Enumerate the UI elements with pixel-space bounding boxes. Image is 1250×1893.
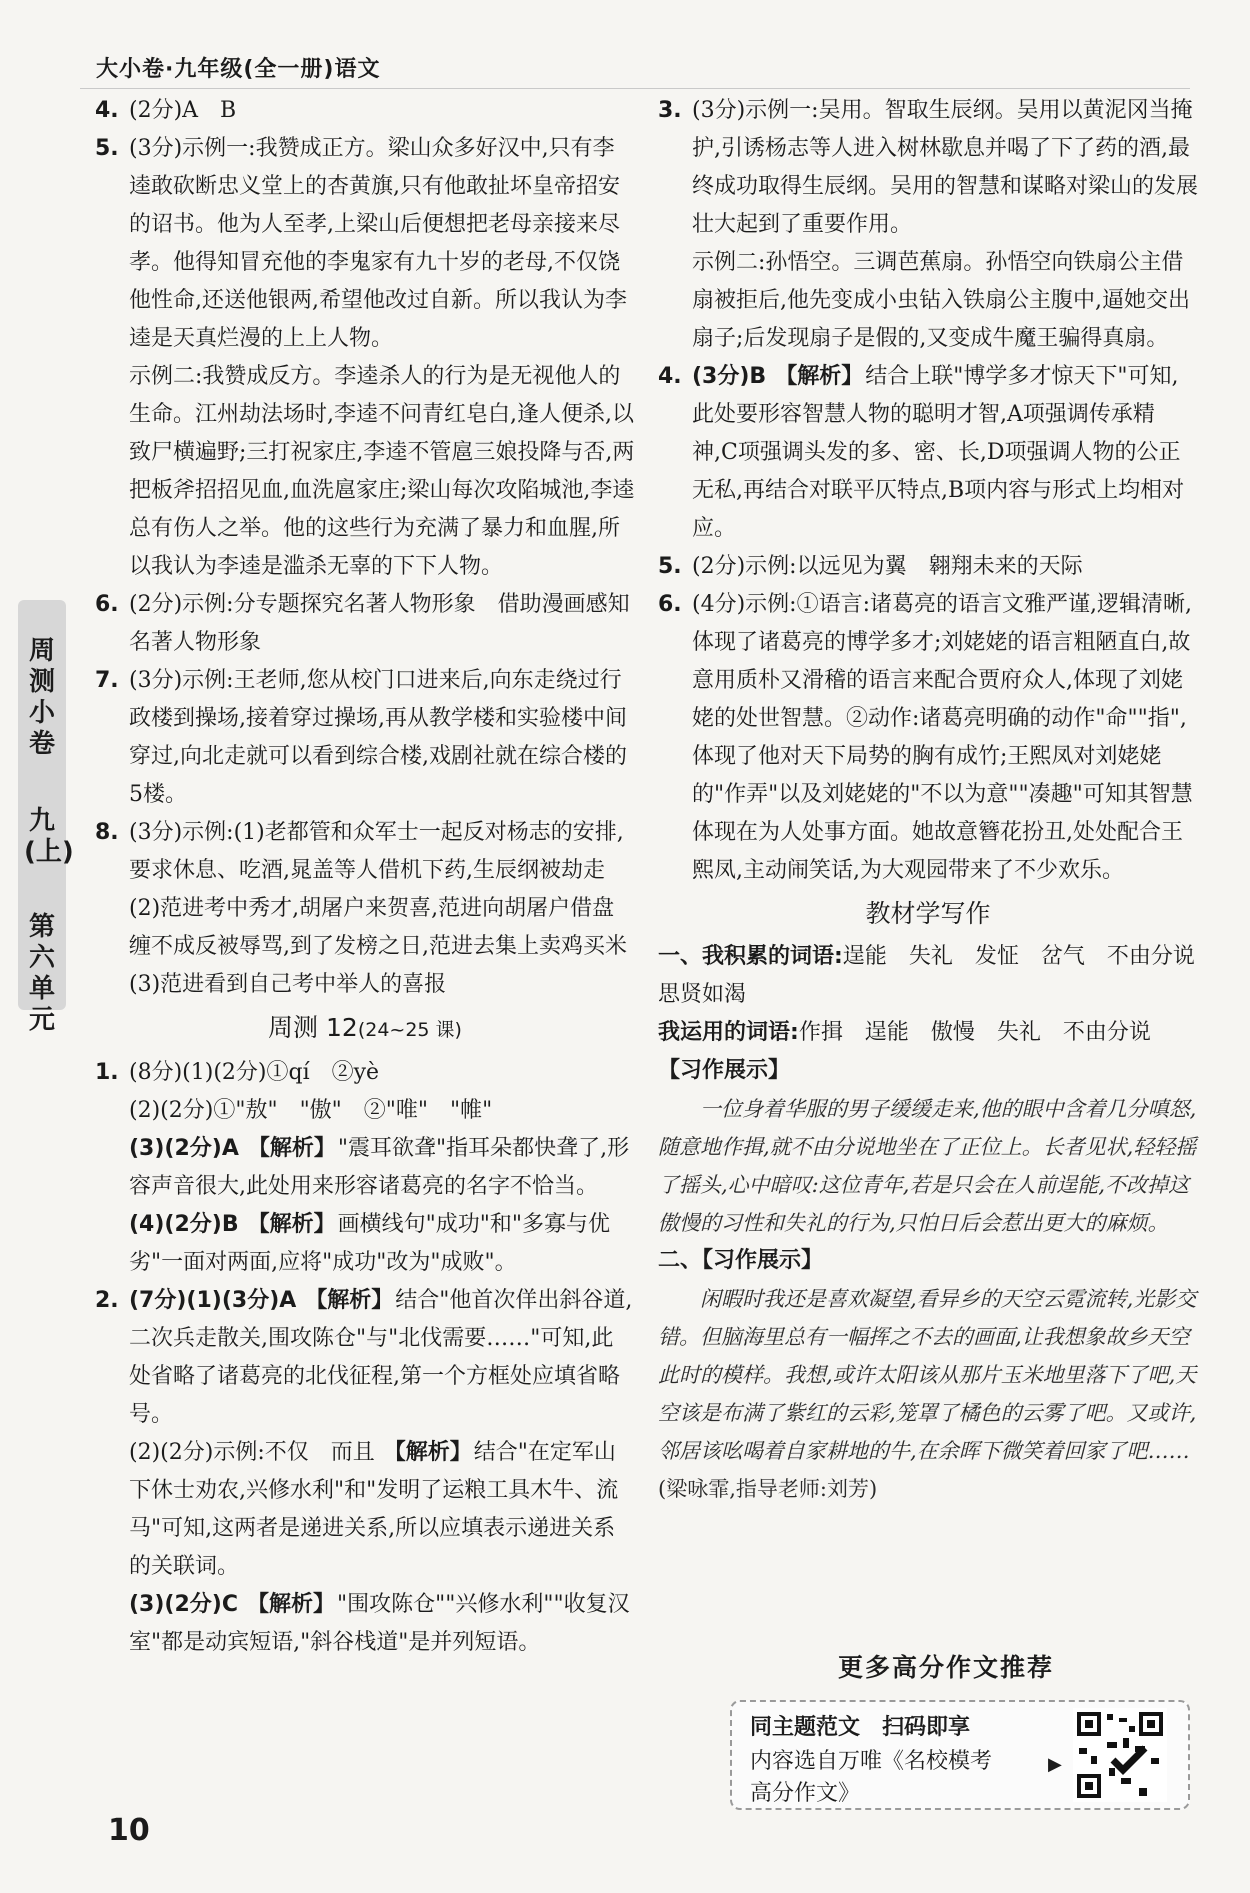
writing-section-title: 教材学写作: [865, 899, 991, 928]
answer-choice: (7分)(1)(3分)A: [129, 1288, 297, 1313]
answer-text: 示例二:我赞成反方。李逵杀人的行为是无视他人的生命。江州劫法场时,李逵不问青红皂白,逢人便杀,以致尸横遍野;三打祝家庄,李逵不管扈三娘投降与否,两把板斧招招见血,血洗扈家庄;梁山每次攻陷城池,李逵总有伤人之举。他的这些行为充满了暴力和血腥,所以我认为李逵是滥杀无辜的下下人物。: [129, 364, 635, 579]
showcase-label: 二、【习作展示】: [658, 1248, 824, 1273]
answer-item: [95, 130, 635, 586]
promo-line: 高分作文》: [750, 1781, 861, 1806]
showcase-label: 【习作展示】: [658, 1058, 791, 1083]
answer-item: [658, 358, 1198, 548]
word-bank: [658, 938, 1217, 1014]
item-number: 5.: [658, 554, 682, 579]
promo-title: 更多高分作文推荐: [838, 1653, 1055, 1682]
answer-item: [658, 548, 1198, 586]
section-heading-main: 周测 12: [268, 1013, 358, 1042]
play-arrow-icon: ▶: [1048, 1754, 1062, 1775]
analysis-tag: 【解析】: [775, 364, 864, 389]
used-words: [658, 1014, 1198, 1052]
word-bank-label: 一、我积累的词语:: [658, 944, 843, 969]
analysis-tag: 【解析】: [246, 1592, 335, 1617]
essay-excerpt: [658, 1280, 1198, 1508]
section-heading: [95, 1006, 635, 1052]
answer-item: [95, 662, 635, 814]
running-header: 大小卷·九年级(全一册)语文: [96, 57, 381, 82]
essay-excerpt: 一位身着华服的男子缓缓走来,他的眼中含着几分嗔怒,随意地作揖,就不由分说地坐在了正位上。长者见状,轻轻摇了摇头,心中暗叹:这位青年,若是只会在人前逞能,不改掉这傲慢的习性和失礼的行为,只怕日后会惹出更大的麻烦。: [658, 1097, 1197, 1235]
side-tab-label: 周测小卷: [28, 636, 55, 759]
promo-box: [730, 1653, 1190, 1810]
answer-text: [129, 1434, 635, 1586]
analysis-text: 结合"在定军山下休士劝农,兴修水利"和"发明了运粮工具木牛、流马"可知,这两者是递进关系,所以应填表示递进关系的关联词。: [129, 1440, 619, 1579]
item-number: 4.: [658, 364, 682, 389]
answer-text: [129, 1130, 635, 1206]
answer-choice: (3)(2分)C: [129, 1592, 238, 1617]
answer-item: [95, 586, 635, 662]
answer-item: [95, 92, 635, 130]
item-number: 3.: [658, 98, 682, 123]
analysis-tag: 【解析】: [247, 1212, 336, 1237]
answer-text: (3分)示例:(1)老都管和众军士一起反对杨志的安排,要求休息、吃酒,晁盖等人借机下药,生辰纲被劫走 (2)范进考中秀才,胡屠户来贺喜,范进向胡屠户借盘缠不成反被辱骂,到了发榜之日,范进去集上卖鸡买米 (3)范进看到自己考中举人的喜报: [129, 820, 650, 997]
analysis-tag: 【解析】: [383, 1440, 472, 1465]
analysis-text: 结合"他首次佯出斜谷道,二次兵走散关,围攻陈仓"与"北伐需要……"可知,此处省略了诸葛亮的北伐征程,第一个方框处应填省略号。: [129, 1288, 633, 1427]
answer-item: [95, 814, 650, 1004]
answer-text: (2分)A B: [129, 98, 237, 123]
item-number: 4.: [95, 98, 119, 123]
item-number: 6.: [658, 592, 682, 617]
side-tab-grade: 九(上): [24, 806, 74, 867]
analysis-text: "围攻陈仓""兴修水利""收复汉室"都是动宾短语,"斜谷栈道"是并列短语。: [129, 1592, 630, 1655]
qr-code-icon[interactable]: [1073, 1708, 1167, 1802]
left-column: [95, 92, 650, 1662]
answer-text: [129, 1282, 635, 1434]
answer-text: (3分)示例一:我赞成正方。梁山众多好汉中,只有李逵敢砍断忠义堂上的杏黄旗,只有他敢扯坏皇帝招安的诏书。他为人至孝,上梁山后便想把老母亲接来尽孝。他得知冒充他的李鬼家有九十岁的老母,不仅饶他性命,还送他银两,希望他改过自新。所以我认为李逵是天真烂漫的上上人物。: [129, 136, 627, 351]
item-number: 7.: [95, 668, 119, 693]
used-words-label: 我运用的词语:: [658, 1020, 799, 1045]
analysis-tag: 【解析】: [247, 1136, 336, 1161]
answer-choice: (3)(2分)A: [129, 1136, 239, 1161]
item-number: 5.: [95, 136, 119, 161]
header-divider: [80, 88, 1190, 89]
right-column: [658, 92, 1217, 1508]
answer-text: (3分)示例:王老师,您从校门口进来后,向东走绕过行政楼到操场,接着穿过操场,再从教学楼和实验楼中间穿过,向北走就可以看到综合楼,戏剧社就在综合楼的5楼。: [129, 668, 627, 807]
answer-text: (2分)示例:分专题探究名著人物形象 借助漫画感知名著人物形象: [129, 592, 630, 655]
analysis-text: 画横线句"成功"和"多寡与优劣"一面对两面,应将"成功"改为"成败"。: [129, 1212, 610, 1275]
item-number: 8.: [95, 820, 119, 845]
essay-author: (梁咏霏,指导老师:刘芳): [658, 1477, 878, 1501]
answer-choice: (2)(2分)示例:不仅 而且: [129, 1440, 375, 1465]
side-tab-unit: 第六单元: [28, 912, 55, 1035]
promo-line: 内容选自万唯《名校模考: [750, 1749, 993, 1774]
answer-text: (2)(2分)①"敖" "傲" ②"唯" "帷": [129, 1098, 493, 1123]
used-words-list: 作揖 逞能 傲慢 失礼 不由分说: [798, 1020, 1151, 1045]
answer-text: [129, 1206, 635, 1282]
page-number: 10: [108, 1813, 150, 1848]
answer-choice: (4)(2分)B: [129, 1212, 239, 1237]
answer-item: [658, 92, 1198, 358]
analysis-text: "震耳欲聋"指耳朵都快聋了,形容声音很大,此处用来形容诸葛亮的名字不恰当。: [129, 1136, 630, 1199]
essay-text: 闲暇时我还是喜欢凝望,看异乡的天空云霓流转,光影交错。但脑海里总有一幅挥之不去的画面,让我想象故乡天空此时的模样。我想,或许太阳该从那片玉米地里落下了吧,天空该是布满了紫红的云彩,笼罩了橘色的云雾了吧。又或许,邻居该吆喝着自家耕地的牛,在余晖下微笑着回家了吧……: [658, 1287, 1197, 1463]
answer-text: [129, 1586, 635, 1662]
promo-line: 同主题范文 扫码即享: [750, 1715, 971, 1740]
item-number: 6.: [95, 592, 119, 617]
answer-text: (8分)(1)(2分)①qí ②yè: [129, 1060, 380, 1085]
analysis-tag: 【解析】: [305, 1288, 394, 1313]
section-heading-sub: (24~25 课): [357, 1019, 462, 1041]
item-number: 2.: [95, 1288, 119, 1313]
answer-item: [95, 1054, 635, 1282]
word-bank-words: 逞能 失礼 发怔 岔气 不由分说 思贤如渴: [658, 944, 1217, 1007]
answer-item: [95, 1282, 635, 1662]
answer-item: [658, 586, 1198, 890]
answer-text: (4分)示例:①语言:诸葛亮的语言文雅严谨,逻辑清晰,体现了诸葛亮的博学多才;刘姥姥的语言粗陋直白,故意用质朴又滑稽的语言来配合贾府众人,体现了刘姥姥的处世智慧。②动作:诸葛亮明确的动作"命""指",体现了他对天下局势的胸有成竹;王熙凤对刘姥姥的"作弄"以及刘姥姥的"不以为意""凑趣"可知其智慧体现在为人处事方面。她故意簪花扮丑,处处配合王熙凤,主动闹笑话,为大观园带来了不少欢乐。: [692, 592, 1193, 883]
answer-text: (2分)示例:以远见为翼 翱翔未来的天际: [692, 554, 1083, 579]
item-number: 1.: [95, 1060, 119, 1085]
answer-text: 示例二:孙悟空。三调芭蕉扇。孙悟空向铁扇公主借扇被拒后,他先变成小虫钻入铁扇公主腹中,逼她交出扇子;后发现扇子是假的,又变成牛魔王骗得真扇。: [692, 250, 1190, 351]
answer-choice: (3分)B: [692, 364, 767, 389]
answer-text: (3分)示例一:吴用。智取生辰纲。吴用以黄泥冈当掩护,引诱杨志等人进入树林歇息并喝了下了药的酒,最终成功取得生辰纲。吴用的智慧和谋略对梁山的发展壮大起到了重要作用。: [692, 98, 1199, 237]
analysis-text: 结合上联"博学多才惊天下"可知,此处要形容智慧人物的聪明才智,A项强调传承精神,C项强调头发的多、密、长,D项强调人物的公正无私,再结合对联平仄特点,B项内容与形式上均相对应。: [692, 364, 1185, 541]
